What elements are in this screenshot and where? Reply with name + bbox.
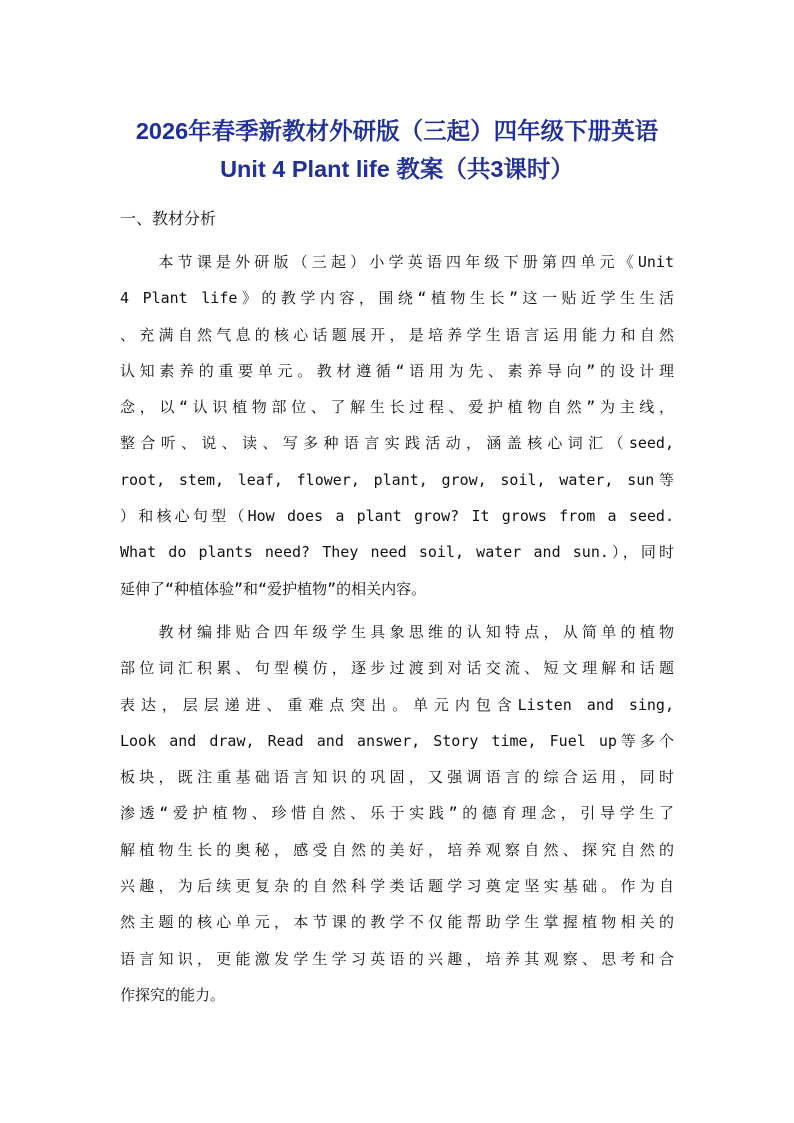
paragraph-line: 4 Plant life》的教学内容，围绕“植物生长”这一贴近学生生活 — [120, 289, 674, 308]
paragraph-line: Look and draw, Read and answer, Story time, Fuel up等多个 — [120, 731, 674, 750]
paragraph-line: 作探究的能力。 — [120, 985, 226, 1004]
paragraph-line: 板块，既注重基础语言知识的巩固，又强调语言的综合运用，同时 — [120, 768, 674, 787]
paragraph-line: 语言知识，更能激发学生学习英语的兴趣，培养其观察、思考和合 — [120, 949, 674, 968]
paragraph-line: 整合听、说、读、写多种语言实践活动，涵盖核心词汇（seed, — [120, 434, 674, 453]
paragraph-1 — [120, 244, 674, 607]
paragraph-line: 、充满自然气息的核心话题展开，是培养学生语言运用能力和自然 — [120, 325, 674, 344]
paragraph-line: 解植物生长的奥秘，感受自然的美好，培养观察自然、探究自然的 — [120, 840, 674, 859]
paragraph-line: 兴趣，为后续更复杂的自然科学类话题学习奠定坚实基础。作为自 — [120, 877, 674, 896]
paragraph-line: 渗透“爱护植物、珍惜自然、乐于实践”的德育理念，引导学生了 — [120, 804, 674, 823]
paragraph-line: 教材编排贴合四年级学生具象思维的认知特点，从简单的植物 — [120, 623, 674, 641]
paragraph-line: ）和核心句型（How does a plant grow? It grows from a seed. — [120, 507, 674, 526]
paragraph-line: 表达，层层递进、重难点突出。单元内包含Listen and sing, — [120, 695, 674, 714]
paragraph-line: 延伸了“种植体验”和“爱护植物”的相关内容。 — [120, 579, 427, 598]
paragraph-line: root, stem, leaf, flower, plant, grow, soil, water, sun等 — [120, 470, 674, 489]
paragraph-line: 然主题的核心单元，本节课的教学不仅能帮助学生掌握植物相关的 — [120, 913, 674, 932]
paragraph-line: 念，以“认识植物部位、了解生长过程、爱护植物自然”为主线， — [120, 398, 674, 417]
document-title-line1: 2026年春季新教材外研版（三起）四年级下册英语 — [135, 118, 659, 144]
document-title-line2: Unit 4 Plant life 教案（共3课时） — [220, 156, 574, 182]
paragraph-line: 部位词汇积累、句型模仿，逐步过渡到对话交流、短文理解和话题 — [120, 659, 674, 678]
paragraph-2 — [120, 614, 674, 1013]
paragraph-line: What do plants need? They need soil, water and sun.），同时 — [120, 543, 674, 562]
section-heading: 一、教材分析 — [120, 209, 217, 228]
paragraph-line: 本节课是外研版（三起）小学英语四年级下册第四单元《Unit — [120, 253, 674, 271]
paragraph-line: 认知素养的重要单元。教材遵循“语用为先、素养导向”的设计理 — [120, 361, 674, 380]
